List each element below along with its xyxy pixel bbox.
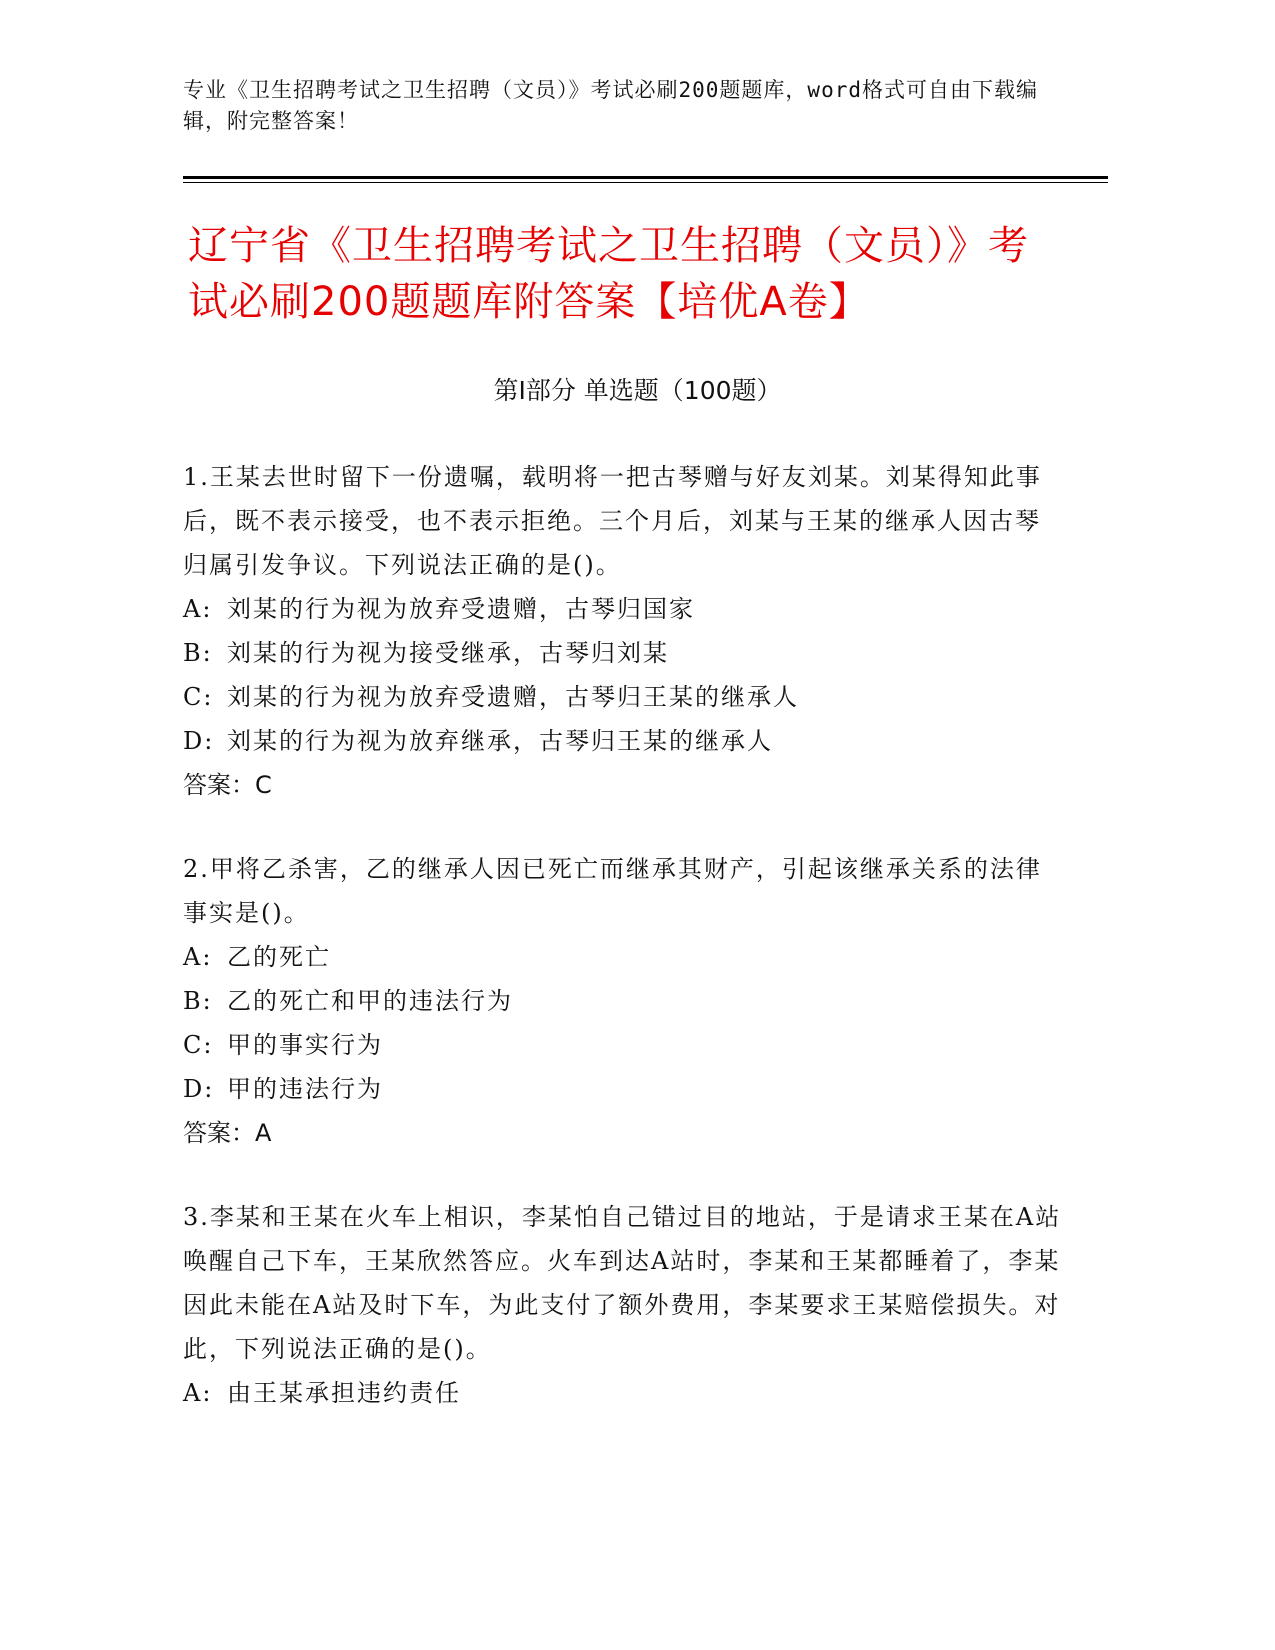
- section-title: 第Ⅰ部分 单选题（100题）: [493, 376, 782, 405]
- option-text: 乙的死亡和甲的违法行为: [227, 987, 513, 1015]
- option-a: [183, 1371, 1063, 1415]
- header-note: 专业《卫生招聘考试之卫生招聘（文员）》考试必刷200题题库，word格式可自由下载编辑，附完整答案！: [183, 78, 1038, 133]
- option-d: [183, 1067, 1063, 1111]
- header-divider-thin: [183, 182, 1108, 183]
- option-d: [183, 719, 1063, 763]
- option-b: [183, 979, 1063, 1023]
- question-2: [183, 847, 1063, 1155]
- option-text: 刘某的行为视为接受继承，古琴归刘某: [227, 639, 669, 667]
- option-text: 刘某的行为视为放弃继承，古琴归王某的继承人: [227, 727, 773, 755]
- option-key: A:: [183, 1379, 213, 1407]
- question-answer: 答案：A: [183, 1119, 272, 1147]
- document-title: 辽宁省《卫生招聘考试之卫生招聘（文员）》考试必刷200题题库附答案【培优A卷】: [188, 223, 1029, 325]
- question-stem: 3.李某和王某在火车上相识，李某怕自己错过目的地站，于是请求王某在A站唤醒自己下车，王某欣然答应。火车到达A站时，李某和王某都睡着了，李某因此未能在A站及时下车，为此支付了额外费用，李某要求王某赔偿损失。对此，下列说法正确的是()。: [183, 1203, 1062, 1363]
- option-key: B:: [183, 987, 213, 1015]
- question-stem: 2.甲将乙杀害，乙的继承人因已死亡而继承其财产，引起该继承关系的法律事实是()。: [183, 855, 1042, 927]
- question-1: [183, 455, 1063, 807]
- option-text: 乙的死亡: [227, 943, 331, 971]
- option-c: [183, 675, 1063, 719]
- header-divider-thick: [183, 176, 1108, 179]
- option-key: C:: [183, 1031, 214, 1059]
- option-a: [183, 587, 1063, 631]
- option-b: [183, 631, 1063, 675]
- option-key: D:: [183, 727, 215, 755]
- question-answer: 答案：C: [183, 771, 272, 799]
- question-stem: 1.王某去世时留下一份遗嘱，载明将一把古琴赠与好友刘某。刘某得知此事后，既不表示接受，也不表示拒绝。三个月后，刘某与王某的继承人因古琴归属引发争议。下列说法正确的是()。: [183, 463, 1042, 579]
- option-key: A:: [183, 595, 213, 623]
- option-key: C:: [183, 683, 214, 711]
- option-key: A:: [183, 943, 213, 971]
- option-text: 由王某承担违约责任: [227, 1379, 461, 1407]
- question-list: [183, 455, 1063, 1455]
- option-text: 甲的违法行为: [227, 1075, 383, 1103]
- option-c: [183, 1023, 1063, 1067]
- question-3: [183, 1195, 1063, 1415]
- option-text: 刘某的行为视为放弃受遗赠，古琴归国家: [227, 595, 695, 623]
- option-text: 甲的事实行为: [227, 1031, 383, 1059]
- option-a: [183, 935, 1063, 979]
- option-key: B:: [183, 639, 213, 667]
- option-text: 刘某的行为视为放弃受遗赠，古琴归王某的继承人: [227, 683, 799, 711]
- option-key: D:: [183, 1075, 215, 1103]
